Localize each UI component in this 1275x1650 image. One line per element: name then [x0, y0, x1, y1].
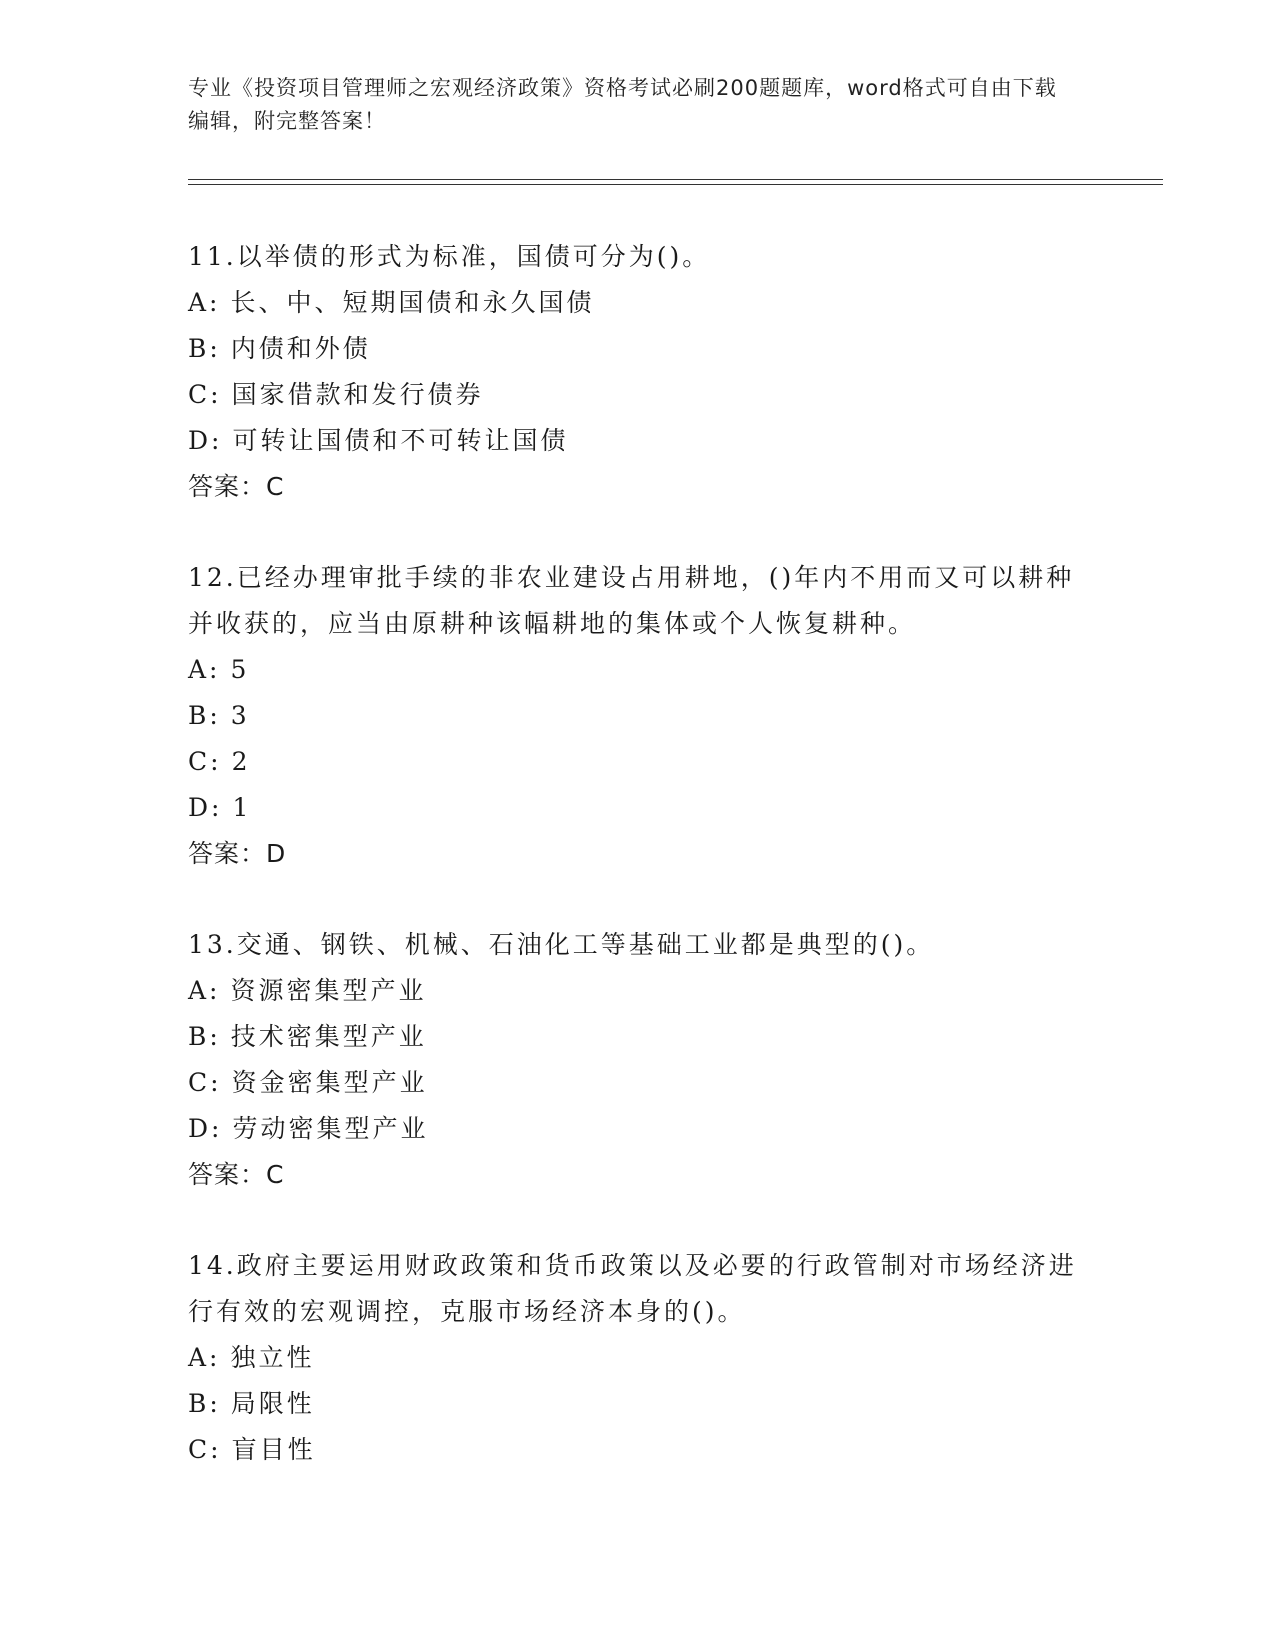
question-text: 13.交通、钢铁、机械、石油化工等基础工业都是典型的()。	[188, 930, 935, 959]
option-b	[188, 326, 1088, 372]
option-d	[188, 418, 1088, 464]
question-text: 14.政府主要运用财政政策和货币政策以及必要的行政管制对市场经济进行有效的宏观调控，克服市场经济本身的()。	[188, 1251, 1077, 1326]
option-text: 资金密集型产业	[231, 1068, 428, 1097]
question-14	[188, 1243, 1088, 1473]
option-text: 国家借款和发行债券	[231, 380, 484, 409]
question-text: 11.以举债的形式为标准，国债可分为()。	[188, 242, 711, 271]
option-text: 2	[231, 747, 251, 776]
option-text: 资源密集型产业	[230, 976, 427, 1005]
option-label: B:	[188, 334, 221, 363]
question-11	[188, 234, 1088, 510]
option-b	[188, 693, 1088, 739]
question-text: 12.已经办理审批手续的非农业建设占用耕地，()年内不用而又可以耕种并收获的，应当由原耕种该幅耕地的集体或个人恢复耕种。	[188, 563, 1075, 638]
option-label: D:	[188, 426, 223, 455]
option-c	[188, 1427, 1088, 1473]
option-label: A:	[188, 655, 221, 684]
option-a	[188, 968, 1088, 1014]
question-list	[188, 234, 1088, 1518]
option-text: 内债和外债	[230, 334, 371, 363]
option-label: B:	[188, 1389, 221, 1418]
option-text: 独立性	[230, 1343, 315, 1372]
option-b	[188, 1014, 1088, 1060]
option-c	[188, 1060, 1088, 1106]
option-label: B:	[188, 701, 221, 730]
option-b	[188, 1381, 1088, 1427]
option-c	[188, 372, 1088, 418]
option-text: 劳动密集型产业	[232, 1114, 429, 1143]
header-divider-top	[188, 179, 1163, 180]
option-text: 局限性	[230, 1389, 315, 1418]
option-label: B:	[188, 1022, 221, 1051]
option-label: C:	[188, 380, 222, 409]
option-label: A:	[188, 1343, 221, 1372]
header-divider-bottom	[188, 184, 1163, 185]
option-text: 长、中、短期国债和永久国债	[230, 288, 595, 317]
option-label: C:	[188, 1435, 222, 1464]
option-a	[188, 280, 1088, 326]
answer-text: 答案：C	[188, 1160, 285, 1189]
option-d	[188, 1106, 1088, 1152]
option-text: 3	[230, 701, 250, 730]
option-label: C:	[188, 747, 222, 776]
option-label: A:	[188, 288, 221, 317]
option-label: D:	[188, 1114, 223, 1143]
question-13	[188, 922, 1088, 1198]
option-text: 技术密集型产业	[230, 1022, 427, 1051]
answer-text: 答案：D	[188, 839, 287, 868]
document-intro: 专业《投资项目管理师之宏观经济政策》资格考试必刷200题题库，word格式可自由下载编辑，附完整答案！	[188, 76, 1057, 133]
option-text: 可转让国债和不可转让国债	[232, 426, 569, 455]
option-label: A:	[188, 976, 221, 1005]
option-a	[188, 647, 1088, 693]
option-label: C:	[188, 1068, 222, 1097]
option-text: 5	[230, 655, 250, 684]
option-d	[188, 785, 1088, 831]
option-text: 盲目性	[231, 1435, 316, 1464]
answer-text: 答案：C	[188, 472, 285, 501]
question-12	[188, 555, 1088, 877]
option-label: D:	[188, 793, 223, 822]
option-text: 1	[232, 793, 252, 822]
option-a	[188, 1335, 1088, 1381]
option-c	[188, 739, 1088, 785]
